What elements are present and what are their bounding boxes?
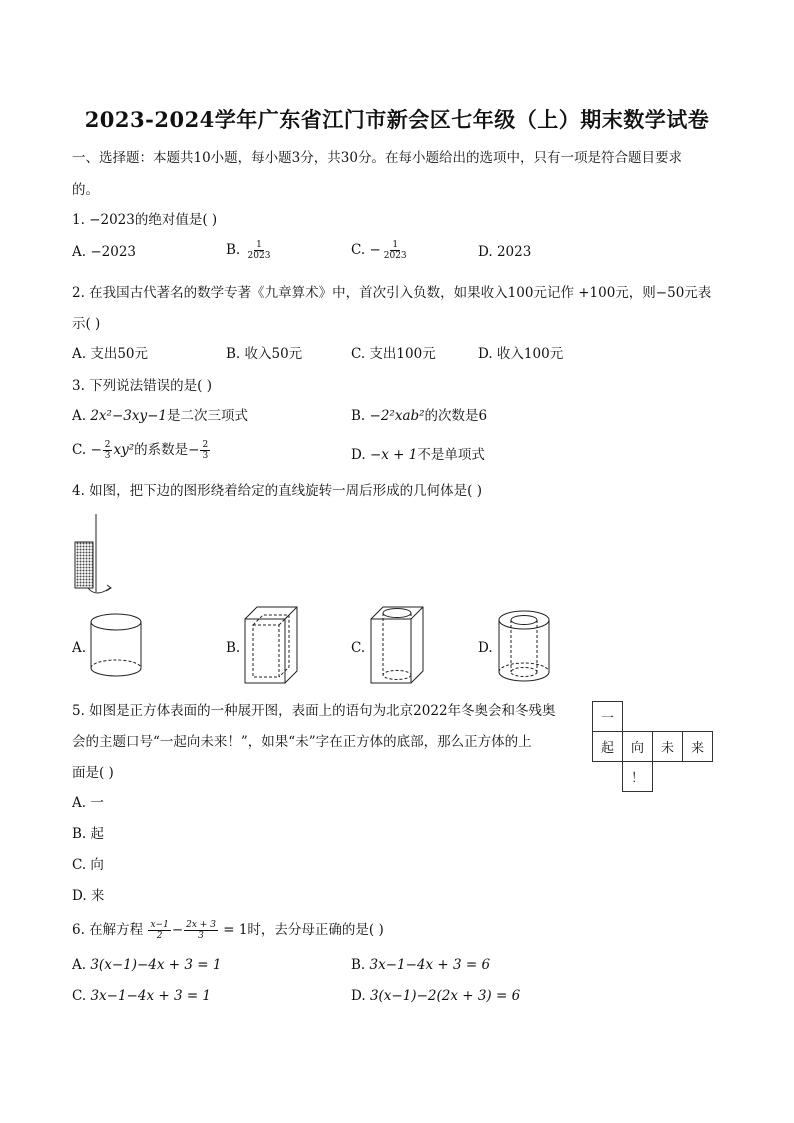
shaded-rectangle bbox=[75, 542, 93, 588]
option-text: 的次数是6 bbox=[424, 408, 488, 424]
q6-option-a[interactable] bbox=[72, 957, 221, 973]
option-label: C. bbox=[72, 988, 87, 1004]
fraction: $\frac{2}{3}$ bbox=[202, 440, 209, 461]
rotation-figure bbox=[70, 512, 130, 602]
minus-sign: − bbox=[90, 442, 102, 458]
q3-stem: 3. 下列说法错误的是( ) bbox=[72, 378, 212, 394]
q2-option-d[interactable]: D. 收入100元 bbox=[478, 346, 564, 362]
q1-option-b[interactable] bbox=[226, 240, 273, 261]
cylinder-figure bbox=[88, 610, 144, 682]
q5-option-b[interactable]: B. 起 bbox=[72, 826, 105, 842]
q1-option-d[interactable] bbox=[478, 244, 531, 260]
minus-sign: − bbox=[369, 242, 381, 258]
q5-stem-line2: 会的主题口号“一起向未来！”，如果“未”字在正方体的底部，那么正方体的上 bbox=[72, 734, 532, 750]
q2-stem-line2: 示( ) bbox=[72, 316, 101, 332]
net-cell: 未 bbox=[652, 731, 683, 762]
section-instructions-line2: 的。 bbox=[72, 182, 99, 198]
option-label: A. bbox=[72, 957, 87, 973]
math-expression: 3x−1−4x + 3 = 1 bbox=[90, 988, 212, 1004]
option-text: 不是单项式 bbox=[417, 447, 485, 463]
q3-option-a[interactable] bbox=[72, 404, 248, 424]
q2-option-b[interactable]: B. 收入50元 bbox=[226, 346, 303, 362]
option-label: B. bbox=[351, 408, 366, 424]
math-expression: xy² bbox=[113, 442, 135, 458]
hollow-cylinder-figure bbox=[496, 608, 554, 688]
q6-stem-text: 6. 在解方程 bbox=[72, 922, 144, 938]
q1-option-a[interactable] bbox=[72, 244, 136, 260]
q4-option-d[interactable]: D. bbox=[478, 640, 493, 656]
q6-option-d[interactable] bbox=[351, 988, 520, 1004]
q2-stem-line1: 2. 在我国古代著名的数学专著《九章算术》中，首次引入负数，如果收入100元记作 +100元，则−50元表 bbox=[72, 285, 712, 301]
q1-stem: 1. −2023的绝对值是( ) bbox=[72, 212, 218, 228]
option-value: 2023 bbox=[496, 244, 532, 260]
option-label: B. bbox=[226, 242, 241, 258]
q6-stem-text: = 1时，去分母正确的是( ) bbox=[223, 922, 384, 938]
q6-option-b[interactable] bbox=[351, 957, 490, 973]
minus-sign: − bbox=[171, 922, 184, 938]
box-with-cylinder-hole-figure bbox=[369, 605, 427, 687]
exam-title: 2023-2024学年广东省江门市新会区七年级（上）期末数学试卷 bbox=[84, 107, 710, 132]
net-cell: 来 bbox=[682, 731, 713, 762]
q2-option-c[interactable]: C. 支出100元 bbox=[351, 346, 436, 362]
option-value: −2023 bbox=[90, 244, 137, 260]
option-label: B. bbox=[351, 957, 366, 973]
option-label: C. bbox=[72, 442, 87, 458]
net-cell-top: 一 bbox=[592, 701, 623, 732]
q2-option-a[interactable]: A. 支出50元 bbox=[72, 346, 149, 362]
option-text: 是二次三项式 bbox=[167, 408, 248, 424]
option-label: C. bbox=[351, 242, 366, 258]
fraction: $\frac{2}{3}$ bbox=[104, 440, 111, 461]
q5-option-a[interactable]: A. 一 bbox=[72, 795, 104, 811]
option-label: D. bbox=[351, 447, 366, 463]
q5-option-d[interactable]: D. 来 bbox=[72, 888, 105, 904]
q6-option-c[interactable] bbox=[72, 988, 211, 1004]
q3-option-b[interactable] bbox=[351, 404, 487, 424]
net-cell-bottom: ！ bbox=[622, 761, 653, 792]
q4-option-c[interactable]: C. bbox=[351, 640, 366, 656]
q6-stem bbox=[72, 918, 384, 941]
math-expression: −2²xab² bbox=[369, 408, 425, 424]
option-label: A. bbox=[72, 244, 87, 260]
minus-sign: − bbox=[188, 442, 200, 458]
q5-stem-line1: 5. 如图是正方体表面的一种展开图，表面上的语句为北京2022年冬奥会和冬残奥 bbox=[72, 703, 556, 719]
cube-net bbox=[592, 701, 722, 797]
q4-stem: 4. 如图，把下边的图形绕着给定的直线旋转一周后形成的几何体是( ) bbox=[72, 483, 482, 499]
q5-option-c[interactable]: C. 向 bbox=[72, 857, 104, 873]
math-expression: −x + 1 bbox=[369, 447, 418, 463]
fraction: $\frac{1}{2023}$ bbox=[383, 240, 407, 261]
q3-option-c[interactable] bbox=[72, 438, 211, 461]
math-expression: 3(x−1)−4x + 3 = 1 bbox=[90, 957, 222, 973]
fraction: $\frac{1}{2023}$ bbox=[247, 240, 271, 261]
q1-option-c[interactable] bbox=[351, 240, 410, 261]
net-cell: 向 bbox=[622, 731, 653, 762]
q4-option-b[interactable]: B. bbox=[226, 640, 241, 656]
option-text: 的系数是 bbox=[134, 442, 189, 458]
math-expression: 3(x−1)−2(2x + 3) = 6 bbox=[369, 988, 521, 1004]
box-with-inner-box-figure bbox=[243, 605, 301, 687]
math-expression: 3x−1−4x + 3 = 6 bbox=[369, 957, 491, 973]
option-label: D. bbox=[478, 244, 493, 260]
net-cell: 起 bbox=[592, 731, 623, 762]
option-label: A. bbox=[72, 408, 87, 424]
section-instructions-line1: 一、选择题：本题共10小题，每小题3分，共30分。在每小题给出的选项中，只有一项是符合题目要求 bbox=[72, 150, 682, 166]
fraction: $\frac{2x + 3}{3}$ bbox=[186, 920, 216, 941]
q3-option-d[interactable] bbox=[351, 443, 485, 463]
option-label: D. bbox=[351, 988, 366, 1004]
fraction: $\frac{x-1}{2}$ bbox=[150, 920, 169, 941]
q4-option-a[interactable]: A. bbox=[72, 640, 87, 656]
q5-stem-line3: 面是( ) bbox=[72, 765, 114, 781]
math-expression: 2x²−3xy−1 bbox=[90, 408, 167, 424]
